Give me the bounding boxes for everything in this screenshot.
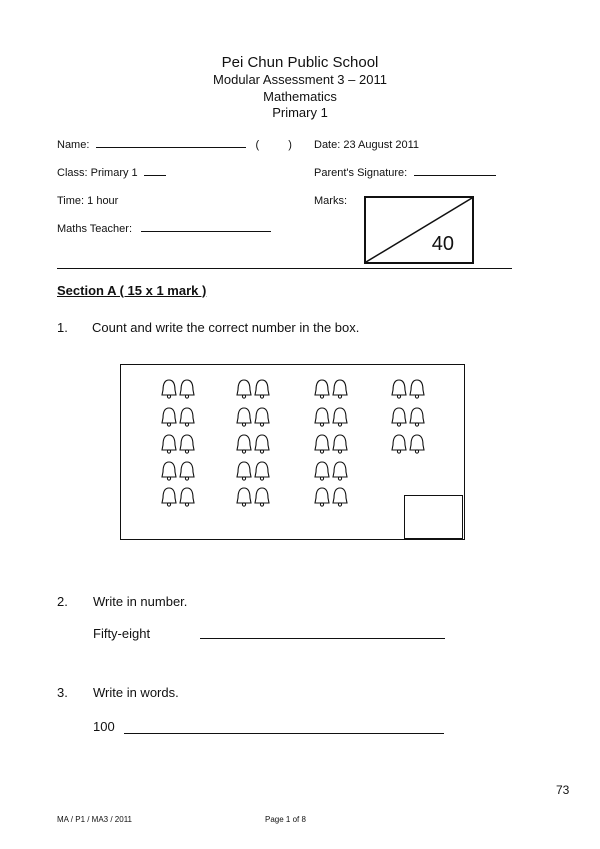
question-3-text: Write in words. — [93, 685, 179, 700]
index-paren-close: ) — [288, 139, 292, 151]
date-label: Date: 23 August 2011 — [314, 139, 419, 151]
bell-pair — [312, 459, 352, 483]
bell-icon — [333, 435, 347, 450]
bell-pair — [234, 405, 274, 429]
bell-icon — [180, 380, 194, 395]
bell-icon — [162, 408, 176, 423]
bell-icon — [315, 488, 329, 503]
bell-icon — [237, 462, 251, 477]
class-field — [57, 167, 166, 179]
time-label: Time: 1 hour — [57, 195, 119, 207]
bell-icon — [392, 380, 406, 395]
question-3-number: 3. — [57, 685, 68, 700]
teacher-field — [57, 223, 271, 235]
question-2-prompt: Fifty-eight — [93, 626, 151, 641]
bell-pair — [234, 377, 274, 401]
bell-pair — [159, 459, 199, 483]
bell-icon — [333, 488, 347, 503]
bell-pair — [159, 377, 199, 401]
bell-pair — [159, 405, 199, 429]
bell-icon — [237, 488, 251, 503]
answer-box[interactable] — [404, 495, 463, 539]
bell-icon — [333, 462, 347, 477]
bell-icon — [237, 380, 251, 395]
signature-line[interactable] — [414, 175, 496, 176]
bell-icon — [162, 435, 176, 450]
index-paren-open: ( — [255, 139, 260, 151]
class-line[interactable] — [144, 175, 166, 176]
bell-icon — [410, 408, 424, 423]
bell-icon — [180, 488, 194, 503]
bell-icon — [392, 435, 406, 450]
bell-pair — [234, 485, 274, 509]
bell-icon — [237, 408, 251, 423]
bell-icon — [255, 462, 269, 477]
bell-pair — [389, 432, 429, 456]
name-line[interactable] — [96, 147, 246, 148]
teacher-line[interactable] — [141, 231, 271, 232]
signature-field — [314, 167, 496, 179]
bell-pair — [159, 432, 199, 456]
bell-pair — [389, 377, 429, 401]
footer-code: MA / P1 / MA3 / 2011 — [57, 815, 132, 824]
bell-pair — [159, 485, 199, 509]
bell-icon — [162, 380, 176, 395]
level-title: Primary 1 — [272, 105, 328, 120]
bell-icon — [180, 435, 194, 450]
bell-icon — [410, 380, 424, 395]
question-2-number: 2. — [57, 594, 68, 609]
marks-box — [364, 196, 474, 264]
school-name: Pei Chun Public School — [221, 54, 379, 71]
assessment-title: Modular Assessment 3 – 2011 — [213, 72, 387, 87]
bell-icon — [315, 435, 329, 450]
bell-pair — [389, 405, 429, 429]
question-2-answer-line[interactable] — [200, 638, 445, 639]
bell-icon — [315, 380, 329, 395]
section-title: Section A ( 15 x 1 mark ) — [57, 283, 207, 298]
bell-icon — [333, 408, 347, 423]
question-3-prompt: 100 — [93, 719, 115, 734]
marks-diagonal — [366, 198, 472, 262]
bell-icon — [333, 380, 347, 395]
bell-pair — [312, 432, 352, 456]
bell-icon — [162, 488, 176, 503]
bell-icon — [255, 488, 269, 503]
bell-icon — [180, 462, 194, 477]
bell-icon — [315, 462, 329, 477]
bell-icon — [237, 435, 251, 450]
bell-pair — [234, 432, 274, 456]
teacher-label: Maths Teacher: — [57, 223, 133, 235]
question-1-number: 1. — [57, 320, 68, 335]
bell-pair — [312, 377, 352, 401]
question-3-answer-line[interactable] — [124, 733, 444, 734]
bell-icon — [162, 462, 176, 477]
name-field — [57, 139, 292, 151]
bell-icon — [255, 435, 269, 450]
marks-total: 40 — [431, 233, 454, 255]
class-label: Class: Primary 1 — [57, 167, 138, 179]
name-label: Name: — [57, 139, 90, 151]
bell-pair — [234, 459, 274, 483]
bell-pair — [312, 485, 352, 509]
signature-label: Parent's Signature: — [314, 167, 408, 179]
bell-icon — [392, 408, 406, 423]
bell-icon — [180, 408, 194, 423]
bell-icon — [410, 435, 424, 450]
footer-page: Page 1 of 8 — [265, 815, 306, 824]
header-divider — [57, 268, 512, 269]
subject-title: Mathematics — [263, 89, 337, 104]
bell-icon — [315, 408, 329, 423]
question-1-text: Count and write the correct number in the box. — [92, 320, 360, 335]
bell-pair — [312, 405, 352, 429]
marks-label: Marks: — [314, 195, 347, 207]
question-2-text: Write in number. — [93, 594, 188, 609]
bell-icon — [255, 408, 269, 423]
page-mark: 73 — [556, 783, 570, 797]
bell-icon — [255, 380, 269, 395]
